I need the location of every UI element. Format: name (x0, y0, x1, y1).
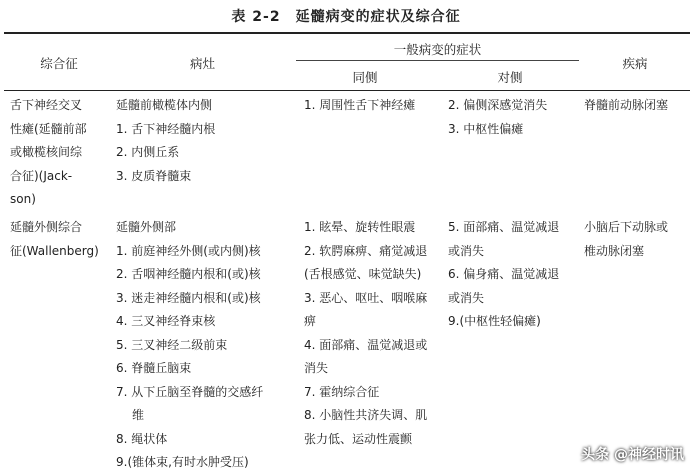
header-bottom-rule (4, 90, 690, 91)
row1-contralateral: 2. 偏侧深感觉消失 3. 中枢性偏瘫 (448, 98, 548, 136)
row1-syndrome: 舌下神经交叉 性瘫(延髓前部 或橄榄核间综 合征)(Jack- son) (10, 98, 87, 206)
row2-lesion: 延髓外侧部 1. 前庭神经外侧(或内侧)核 2. 舌咽神经髓内根和(或)核 3. 迷走神经髓内根和(或)核 4. 三叉神经脊束核 5. 三叉神经二级前束 6. 脊髓丘脑束 7. 从下丘脑至脊髓的交感纤 维 8. 绳状体 9.(锥体束,有时水肿受压) (116, 220, 264, 469)
row2-contralateral: 5. 面部痛、温觉减退 或消失 6. 偏身痛、温觉减退 或消失 9.(中枢性轻偏瘫) (448, 220, 560, 328)
row2-syndrome: 延髓外侧综合 征(Wallenberg) (10, 220, 99, 258)
row1-disease: 脊髓前动脉闭塞 (584, 98, 669, 112)
header-contralateral: 对侧 (497, 70, 523, 85)
table-title: 表 2-2 延髓病变的症状及综合征 (231, 9, 461, 25)
header-lesion: 病灶 (189, 56, 215, 71)
header-general-symptoms: 一般病变的症状 (393, 42, 482, 57)
row2-disease: 小脑后下动脉或 椎动脉闭塞 (584, 220, 669, 258)
row1-ipsilateral: 1. 周围性舌下神经瘫 (304, 98, 416, 112)
row1-lesion: 延髓前橄榄体内侧 1. 舌下神经髓内根 2. 内侧丘系 3. 皮质脊髓束 (116, 98, 216, 183)
header-disease: 疾病 (622, 56, 648, 71)
watermark: 头条 @神经时讯 (581, 447, 684, 463)
header-ipsilateral: 同侧 (352, 70, 378, 85)
header-syndrome: 综合征 (40, 56, 78, 71)
table-top-rule (4, 32, 690, 34)
row2-ipsilateral: 1. 眩晕、旋转性眼震 2. 软腭麻痹、痛觉减退 (舌根感觉、味觉缺失) 3. 恶心、呕吐、咽喉麻 痹 4. 面部痛、温觉减退或 消失 7. 霍纳综合征 8. 小脑性共济失调、肌 张力低、运动性震颤 (304, 220, 428, 446)
header-subrule (296, 60, 579, 61)
